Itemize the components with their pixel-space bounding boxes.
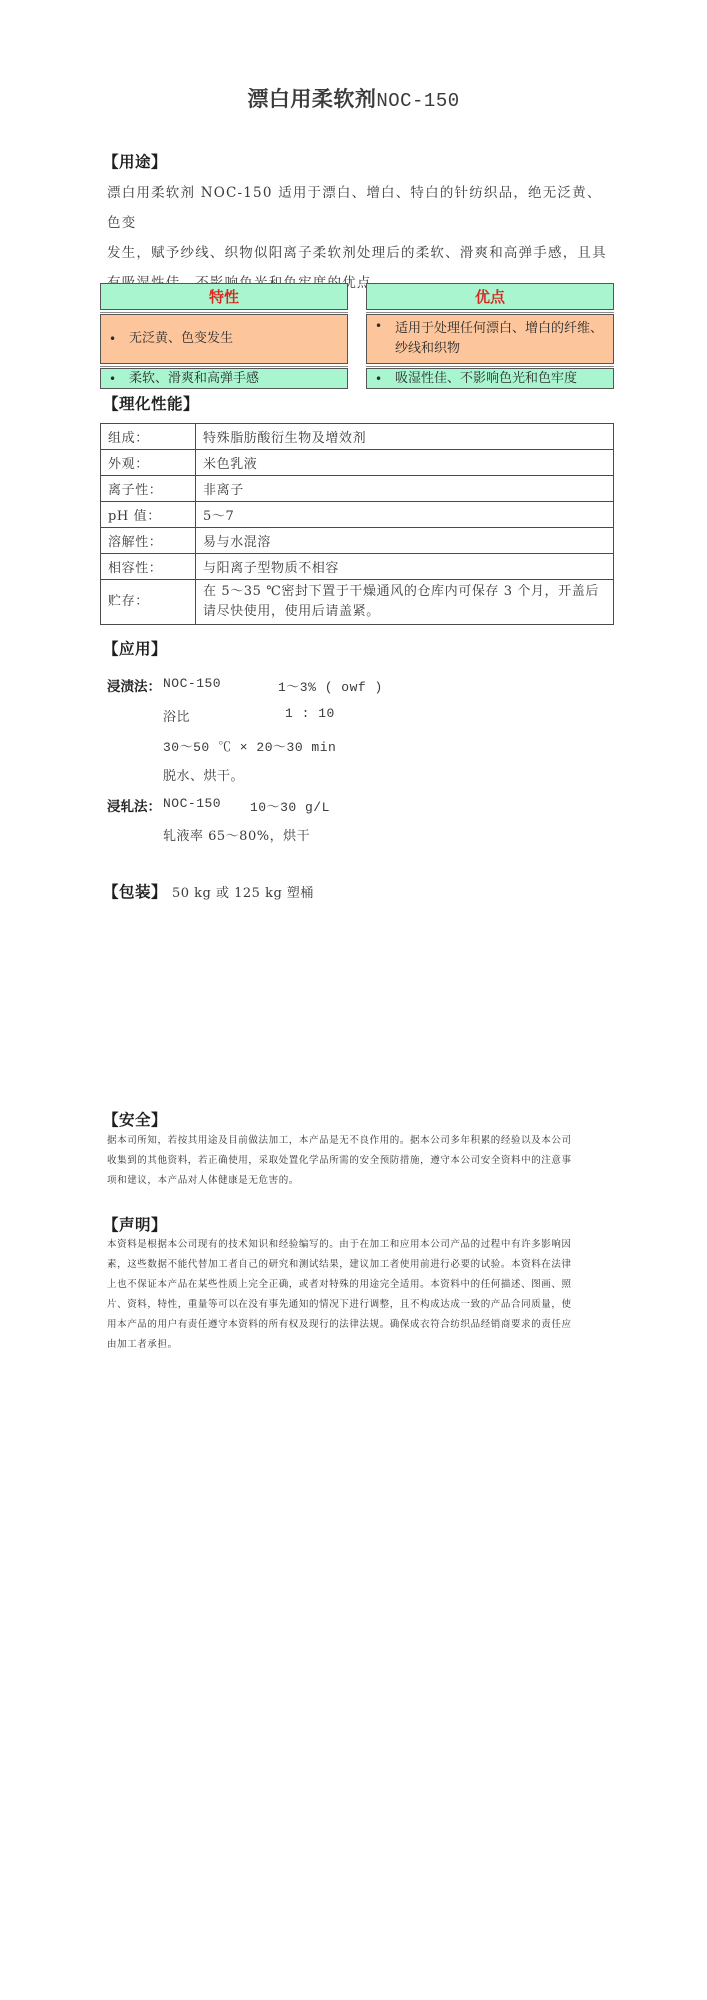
table-row: 离子性： 非离子 — [101, 476, 614, 502]
bath-ratio-label: 浴比 — [163, 710, 191, 725]
safety-paragraph: 据本司所知，若按其用途及目前做法加工，本产品是无不良作用的。据本公司多年积累的经验以及本公司 收集到的其他资料，若正确使用，采取处置化学品所需的安全预防措施，遵守本公司安全资料中的注意事 项和建议，本产品对人体健康是无危害的。 — [107, 1135, 572, 1186]
document-title — [0, 83, 707, 113]
padding-product: NOC-150 — [163, 796, 222, 811]
statement-paragraph: 本资料是根据本公司现有的技术知识和经验编写的。由于在加工和应用本公司产品的过程中有许多影响因 素，这些数据不能代替加工者自己的研究和测试结果，建议加工者使用前进行必要的试验。本资料在法律 上也不保证本产品在某些性质上完全正确，或者对特殊的用途完全适用。本资料中的任何描述、图画、照 片、资料，特性，重量等可以在没有事先通知的情况下进行调整，且不构成达成一致的产品合同质量，使 用本产品的用户有责任遵守本资料的所有权及现行的法律法规。确保成衣符合纺织品经销商要求的责任应 由加工者承担。 — [107, 1239, 572, 1350]
padding-dosage: 10～30 g/L — [250, 800, 330, 815]
features-column — [100, 283, 348, 389]
packaging-heading: 【包装】 — [103, 883, 168, 901]
usage-line: 漂白用柔软剂 NOC-150 适用于漂白、增白、特白的针纺织品，绝无泛黄、色变 — [107, 185, 602, 231]
exhaust-method-label: 浸渍法： — [107, 679, 161, 695]
properties-table — [100, 423, 614, 625]
bullet-icon: • — [375, 319, 383, 333]
packaging-text: 50 kg 或 125 kg 塑桶 — [172, 886, 314, 901]
table-row: 溶解性： 易与水混溶 — [101, 528, 614, 554]
product-name: 漂白用柔软剂 — [247, 87, 377, 111]
bullet-icon: • — [109, 332, 117, 346]
divider — [100, 366, 348, 367]
usage-paragraph — [107, 178, 607, 298]
table-row: 相容性： 与阳离子型物质不相容 — [101, 554, 614, 580]
features-header: 特性 — [100, 283, 348, 310]
product-code: NOC-150 — [376, 90, 460, 112]
usage-line: 发生，赋予纱线、织物似阳离子柔软剂处理后的柔软、滑爽和高弹手感，且具 — [107, 245, 607, 261]
exhaust-finish: 脱水、烘干。 — [163, 769, 245, 784]
divider — [366, 366, 614, 367]
divider — [100, 312, 348, 313]
features-advantages-table — [100, 283, 614, 389]
statement-heading: 【声明】 — [103, 1216, 168, 1234]
properties-heading: 【理化性能】 — [103, 395, 200, 413]
bullet-icon: • — [109, 371, 117, 386]
bullet-icon: • — [375, 371, 383, 386]
padding-method-label: 浸轧法： — [107, 799, 161, 815]
application-heading: 【应用】 — [103, 640, 168, 658]
bath-ratio-value: 1 : 10 — [285, 706, 335, 721]
table-row: pH 值： 5～7 — [101, 502, 614, 528]
table-row: 外观： 米色乳液 — [101, 450, 614, 476]
table-row: 贮存： 在 5～35 ℃密封下置于干燥通风的仓库内可保存 3 个月，开盖后请尽快使用，使用后请盖紧。 — [101, 580, 614, 625]
feature-cell: • 无泛黄、色变发生 — [100, 314, 348, 364]
divider — [366, 312, 614, 313]
table-row: 组成： 特殊脂肪酸衍生物及增效剂 — [101, 424, 614, 450]
usage-heading: 【用途】 — [103, 153, 168, 171]
exhaust-dosage: 1～3% ( owf ) — [278, 680, 383, 695]
safety-heading: 【安全】 — [103, 1111, 168, 1129]
advantage-cell: • 适用于处理任何漂白、增白的纤维、纱线和织物 — [366, 314, 614, 364]
advantages-header: 优点 — [366, 283, 614, 310]
exhaust-product: NOC-150 — [163, 676, 222, 691]
feature-cell: • 柔软、滑爽和高弹手感 — [100, 368, 348, 389]
exhaust-conditions: 30～50 ℃ × 20～30 min — [163, 740, 337, 755]
padding-pickup: 轧液率 65～80%，烘干 — [163, 829, 311, 844]
advantages-column — [366, 283, 614, 389]
advantage-cell: • 吸湿性佳、不影响色光和色牢度 — [366, 368, 614, 389]
